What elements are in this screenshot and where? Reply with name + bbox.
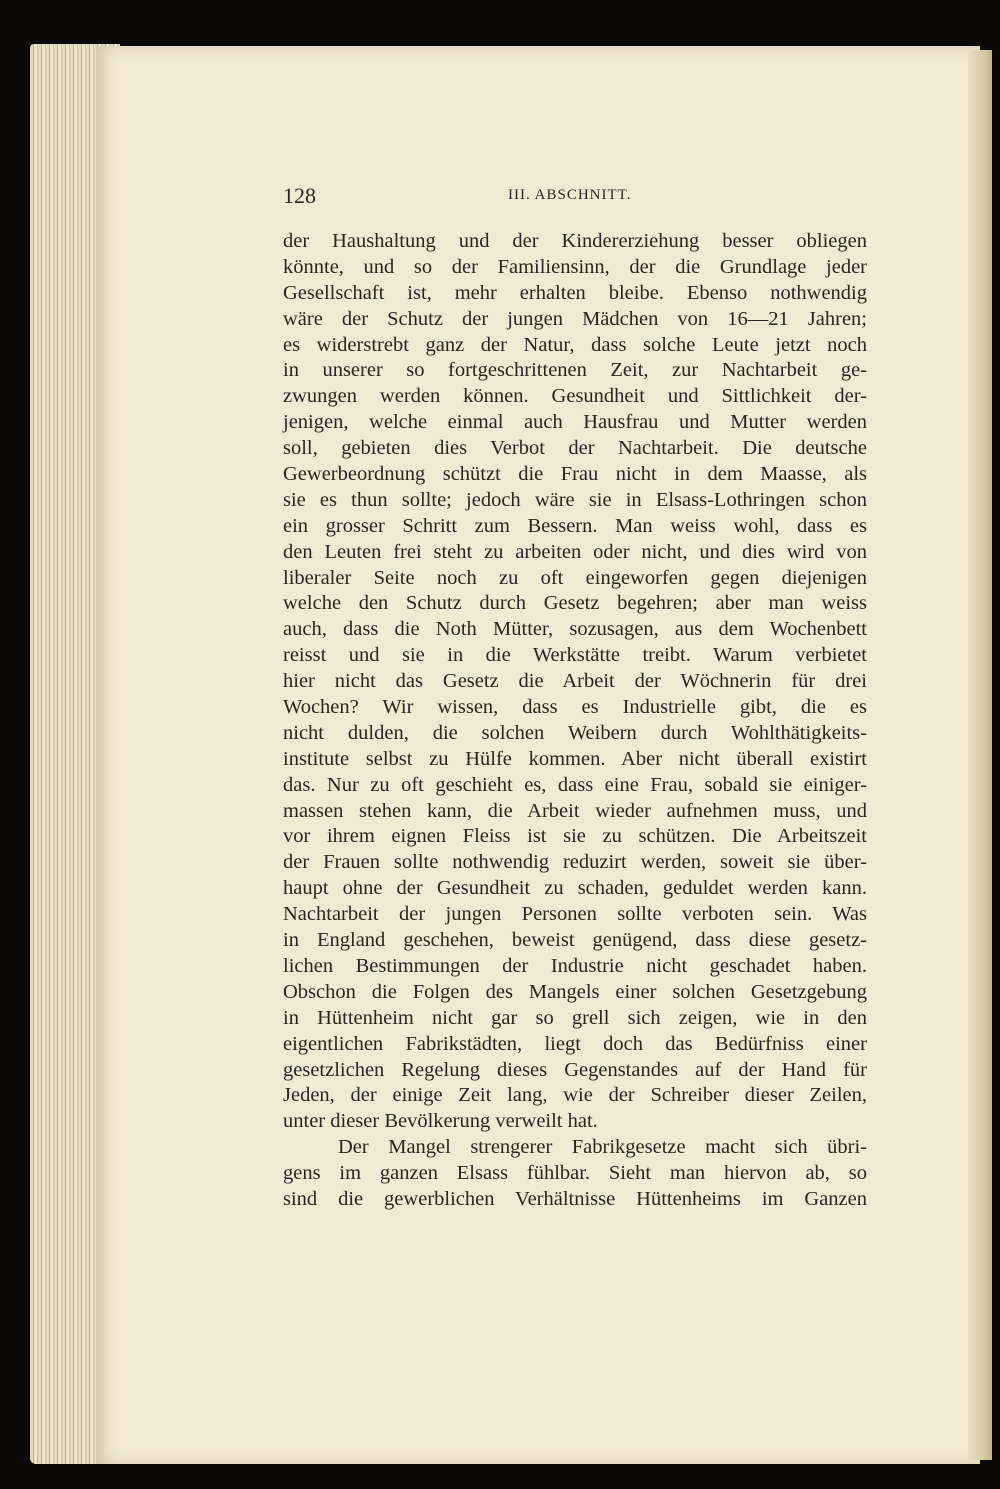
text-line: jenigen, welche einmal auch Hausfrau und Mutter werden: [283, 411, 867, 434]
text-line: sie es thun sollte; jedoch wäre sie in Elsass-Lothringen schon: [283, 488, 867, 511]
text-line: Obschon die Folgen des Mangels einer solchen Gesetzgebung: [283, 980, 867, 1003]
text-line: in Hüttenheim nicht gar so grell sich zeigen, wie in den: [283, 1006, 867, 1029]
text-line: Gewerbeordnung schützt die Frau nicht in dem Maasse, als: [283, 463, 867, 486]
text-line: auch, dass die Noth Mütter, sozusagen, aus dem Wochenbett: [283, 618, 867, 641]
page-number: 128: [283, 183, 316, 208]
running-head: III. ABSCHNITT.: [508, 187, 632, 203]
text-line: sind die gewerblichen Verhältnisse Hüttenheims im Ganzen: [283, 1187, 867, 1210]
text-line: welche den Schutz durch Gesetz begehren; aber man weiss: [283, 592, 867, 615]
text-line: wäre der Schutz der jungen Mädchen von 16—21 Jahren;: [283, 307, 867, 330]
text-line: institute selbst zu Hülfe kommen. Aber nicht überall existirt: [283, 747, 867, 770]
text-line: reisst und sie in die Werkstätte treibt. Warum verbietet: [283, 644, 867, 667]
text-line: Jeden, der einige Zeit lang, wie der Schreiber dieser Zeilen,: [283, 1084, 867, 1107]
text-line: lichen Bestimmungen der Industrie nicht geschadet haben.: [283, 954, 867, 977]
text-line: Gesellschaft ist, mehr erhalten bleibe. Ebenso nothwendig: [283, 281, 867, 304]
text-line: Der Mangel strengerer Fabrikgesetze macht sich übri-: [338, 1136, 867, 1159]
text-line: liberaler Seite noch zu oft eingeworfen gegen diejenigen: [283, 566, 867, 589]
text-line: der Haushaltung und der Kindererziehung besser obliegen: [283, 230, 867, 252]
text-line: der Frauen sollte nothwendig reduzirt werden, soweit sie über-: [283, 851, 867, 874]
text-line: vor ihrem eignen Fleiss ist sie zu schützen. Die Arbeitszeit: [283, 825, 867, 848]
text-line: nicht dulden, die solchen Weibern durch Wohlthätigkeits-: [283, 721, 867, 744]
text-line: Nachtarbeit der jungen Personen sollte verboten sein. Was: [283, 903, 867, 926]
text-line: unter dieser Bevölkerung verweilt hat.: [283, 1110, 598, 1133]
text-line: gesetzlichen Regelung dieses Gegenstandes auf der Hand für: [283, 1058, 867, 1081]
text-line: das. Nur zu oft geschieht es, dass eine Frau, sobald sie einiger-: [283, 773, 867, 796]
text-line: zwungen werden können. Gesundheit und Sittlichkeit der-: [283, 385, 867, 408]
text-line: hier nicht das Gesetz die Arbeit der Wöchnerin für drei: [283, 670, 867, 693]
text-line: es widerstrebt ganz der Natur, dass solche Leute jetzt noch: [283, 333, 867, 356]
text-line: könnte, und so der Familiensinn, der die Grundlage jeder: [283, 255, 867, 278]
text-line: soll, gebieten dies Verbot der Nachtarbeit. Die deutsche: [283, 437, 867, 460]
text-line: ein grosser Schritt zum Bessern. Man weiss wohl, dass es: [283, 514, 867, 537]
page-header: [283, 183, 867, 213]
page-right-edge: [968, 50, 992, 1460]
text-line: den Leuten frei steht zu arbeiten oder nicht, und dies wird von: [283, 540, 867, 563]
text-line: in England geschehen, beweist genügend, dass diese gesetz-: [283, 929, 867, 952]
text-line: massen stehen kann, die Arbeit wieder aufnehmen muss, und: [283, 799, 867, 822]
body-text: [283, 229, 867, 1213]
text-line: gens im ganzen Elsass fühlbar. Sieht man hiervon ab, so: [283, 1162, 867, 1185]
text-line: in unserer so fortgeschrittenen Zeit, zur Nachtarbeit ge-: [283, 359, 867, 382]
text-line: Wochen? Wir wissen, dass es Industrielle gibt, die es: [283, 696, 867, 719]
text-line: haupt ohne der Gesundheit zu schaden, geduldet werden kann.: [283, 877, 867, 900]
text-line: eigentlichen Fabrikstädten, liegt doch das Bedürfniss einer: [283, 1032, 867, 1055]
